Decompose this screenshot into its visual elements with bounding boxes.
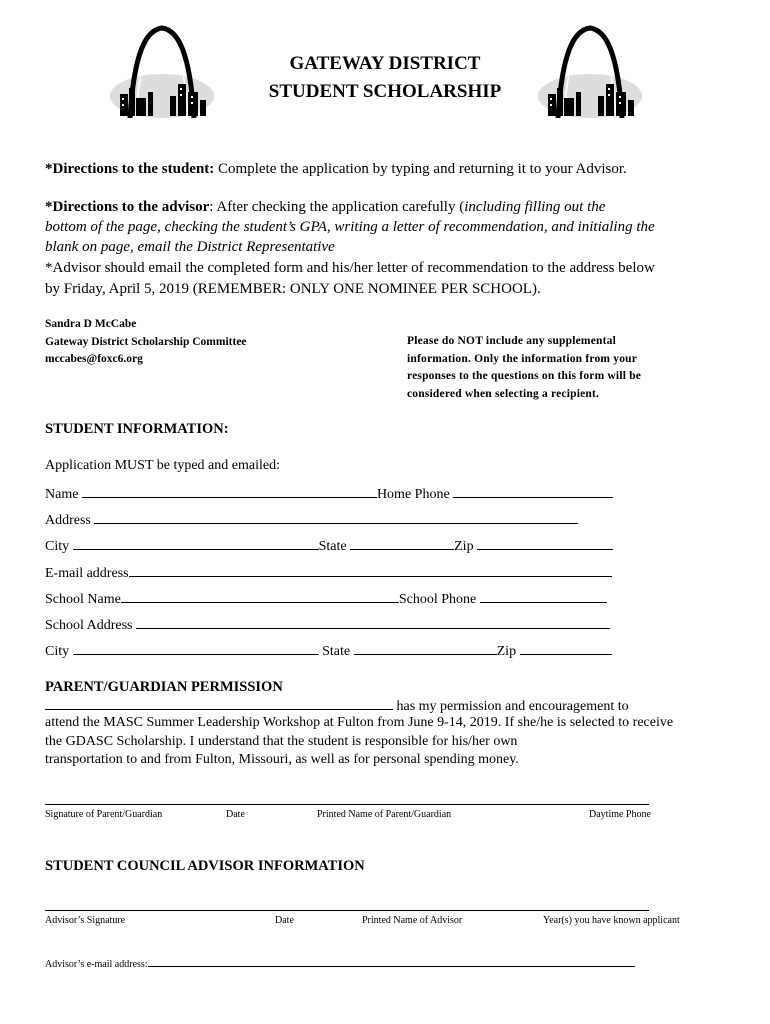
parent-signature-line[interactable] [45, 804, 649, 805]
student-info-heading: STUDENT INFORMATION: [45, 421, 229, 437]
notice-line-2: information. Only the information from your [407, 352, 638, 365]
school-address-label: School Address [45, 618, 133, 633]
home-phone-label: Home Phone [376, 487, 450, 502]
zip-field[interactable] [477, 537, 613, 550]
email-field[interactable] [129, 564, 612, 577]
city2-field[interactable] [73, 642, 319, 655]
zip2-field[interactable] [520, 642, 612, 655]
school-phone-field[interactable] [480, 590, 607, 603]
advisor-date-caption: Date [275, 915, 294, 926]
state-field[interactable] [350, 537, 454, 550]
parent-line-1-text: has my permission and encouragement to [396, 699, 629, 714]
parent-heading: PARENT/GUARDIAN PERMISSION [45, 679, 283, 695]
school-address-row [45, 616, 610, 634]
page-title [0, 50, 770, 106]
advisor-printed-name-caption: Printed Name of Advisor [362, 915, 463, 926]
advisor-note-1: *Advisor should email the completed form and his/her letter of recommendation to the address below [45, 260, 655, 276]
email-row [45, 564, 612, 582]
city-label: City [45, 539, 70, 554]
name-label: Name [45, 487, 79, 502]
home-phone-field[interactable] [453, 485, 613, 498]
name-field[interactable] [82, 485, 377, 498]
state2-field[interactable] [354, 642, 497, 655]
parent-signature-caption: Signature of Parent/Guardian [45, 809, 163, 820]
state2-label: State [322, 644, 351, 659]
advisor-years-caption: Year(s) you have known applicant [543, 915, 680, 926]
address-field[interactable] [94, 511, 578, 524]
advisor-directions-label: *Directions to the advisor [45, 199, 210, 215]
school-name-label: School Name [45, 592, 121, 607]
advisor-directions-italic-1: including filling out the [464, 199, 606, 215]
student-info-instruction: Application MUST be typed and emailed: [45, 458, 280, 473]
advisor-directions [45, 199, 605, 216]
notice-block [407, 333, 641, 403]
notice-line-4: considered when selecting a recipient. [407, 387, 600, 400]
school-phone-label: School Phone [398, 592, 477, 607]
advisor-email-label: Advisor’s e-mail address: [45, 959, 148, 970]
title-line-1: GATEWAY DISTRICT [289, 53, 481, 74]
parent-printed-name-caption: Printed Name of Parent/Guardian [317, 809, 452, 820]
email-label: E-mail address [45, 566, 129, 581]
student-name-permission-field[interactable] [45, 697, 393, 710]
advisor-heading: STUDENT COUNCIL ADVISOR INFORMATION [45, 858, 365, 874]
parent-daytime-phone-caption: Daytime Phone [589, 809, 651, 820]
school-address-field[interactable] [136, 616, 610, 629]
zip-label: Zip [454, 539, 474, 554]
advisor-email-row [45, 957, 635, 970]
address-row [45, 511, 578, 529]
address-label: Address [45, 513, 91, 528]
title-line-2: STUDENT SCHOLARSHIP [268, 81, 502, 102]
zip2-label: Zip [496, 644, 517, 659]
contact-email: mccabes@foxc6.org [45, 353, 143, 365]
parent-line-4: transportation to and from Fulton, Missouri, as well as for personal spending money. [45, 752, 519, 767]
advisor-signature-line[interactable] [45, 910, 649, 911]
student-directions [45, 161, 627, 178]
parent-line-2: attend the MASC Summer Leadership Workshop at Fulton from June 9-14, 2019. If she/he is selected to receive [45, 715, 674, 730]
parent-line-1 [45, 697, 629, 715]
student-directions-label: *Directions to the student: [45, 161, 215, 177]
contact-name: Sandra D McCabe [45, 318, 137, 330]
advisor-email-field[interactable] [148, 957, 635, 967]
notice-line-1: Please do NOT include any supplemental [407, 335, 616, 347]
advisor-directions-text: : After checking the application carefully ( [209, 199, 465, 215]
contact-committee: Gateway District Scholarship Committee [45, 335, 247, 348]
school-name-row [45, 590, 607, 608]
advisor-signature-caption: Advisor’s Signature [45, 915, 126, 926]
advisor-directions-italic-2: bottom of the page, checking the student’s GPA, writing a letter of recommendation, and initialing the [45, 219, 655, 235]
notice-line-3: responses to the questions on this form will be [407, 370, 642, 382]
name-row [45, 485, 613, 503]
advisor-directions-italic-3: blank on page, email the District Representative [45, 239, 335, 255]
parent-line-3: the GDASC Scholarship. I understand that the student is responsible for his/her own [45, 734, 518, 749]
city2-row [45, 642, 612, 660]
city-field[interactable] [73, 537, 319, 550]
student-directions-text: Complete the application by typing and returning it to your Advisor. [214, 161, 627, 177]
city2-label: City [45, 644, 70, 659]
state-label: State [318, 539, 347, 554]
contact-block [45, 316, 247, 369]
city-row [45, 537, 613, 555]
school-name-field[interactable] [121, 590, 399, 603]
advisor-note-2: by Friday, April 5, 2019 (REMEMBER: ONLY ONE NOMINEE PER SCHOOL). [45, 281, 541, 297]
parent-date-caption: Date [226, 809, 245, 820]
